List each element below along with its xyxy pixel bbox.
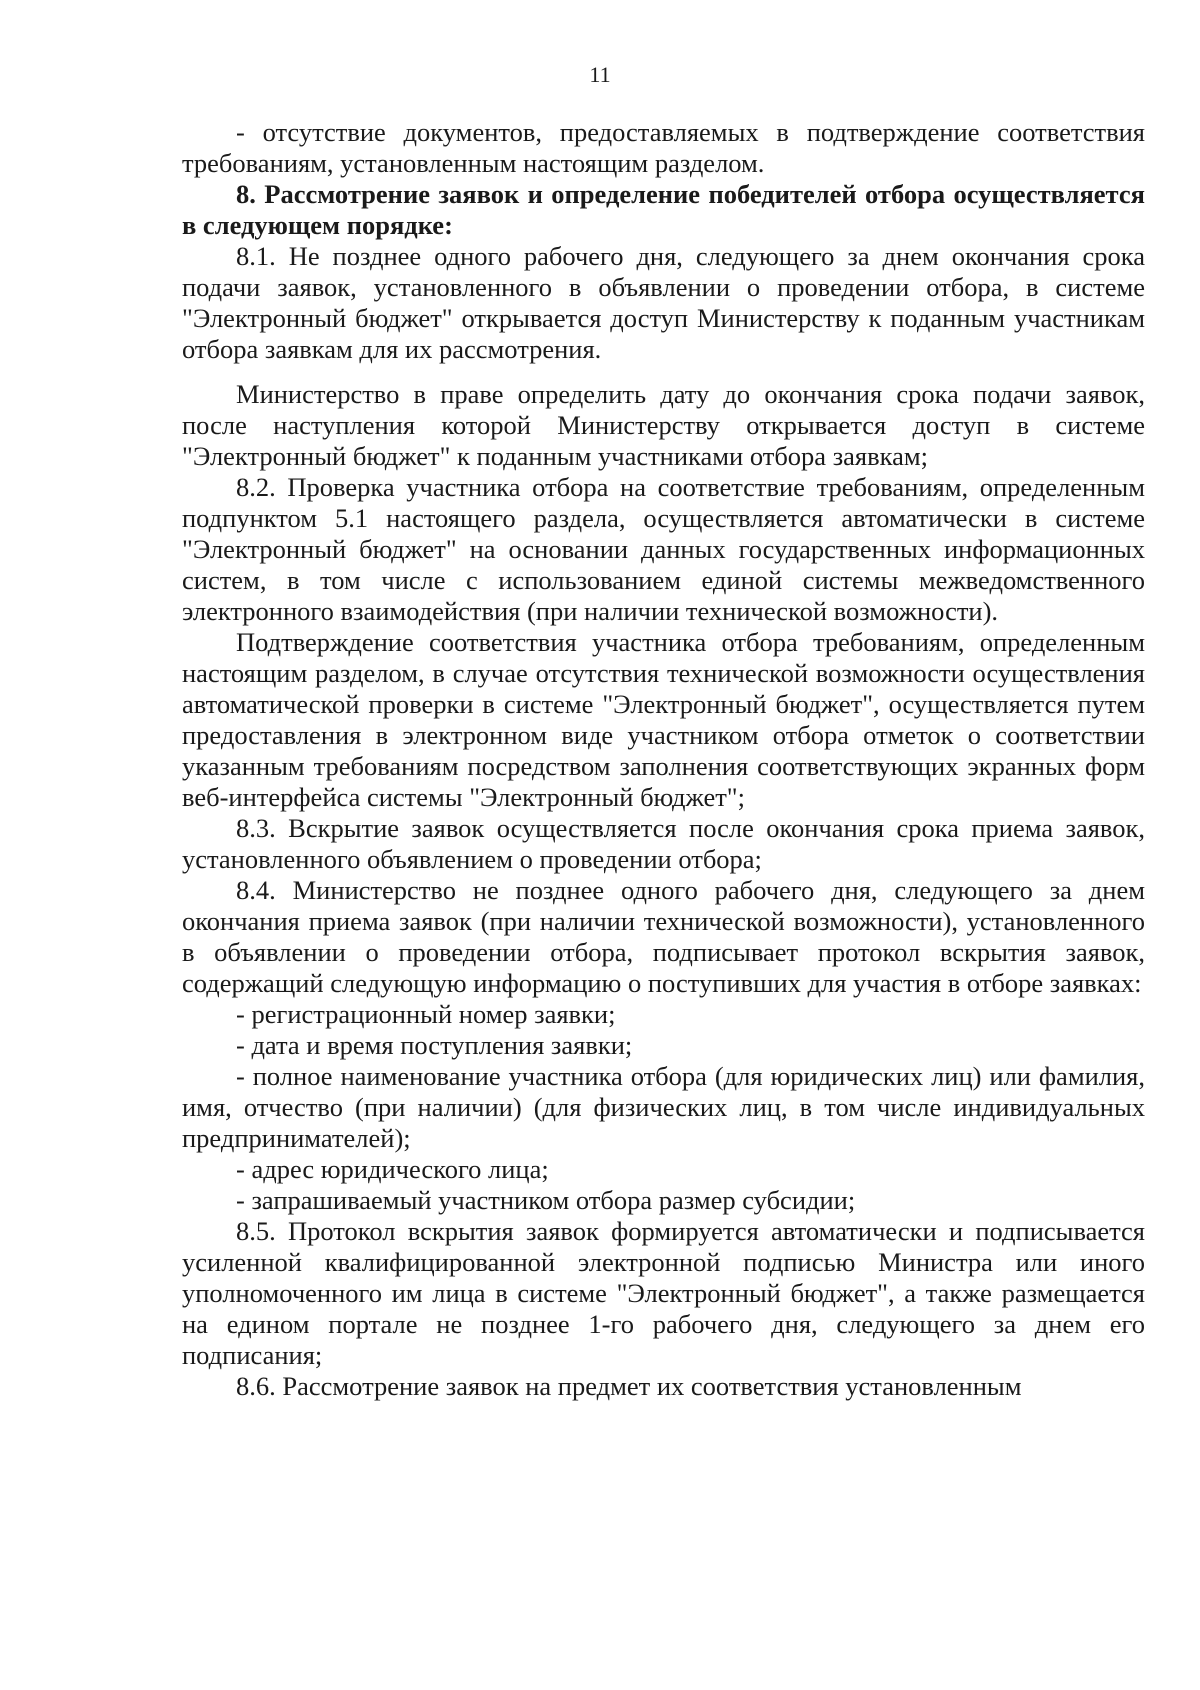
paragraph-confirmation: Подтверждение соответствия участника отбора требованиям, определенным настоящим разделом, в случае отсутствия технической возможности осуществления автоматической проверки в системе "Электронный бюджет", осуществляется путем предоставления в электронном виде участником отбора отметок о соответствии указанным требованиям посредством заполнения соответствующих экранных форм веб-интерфейса системы "Электронный бюджет"; (182, 627, 1145, 812)
document-body (182, 117, 1145, 1402)
list-item-date-time: - дата и время поступления заявки; (236, 1030, 633, 1060)
section-heading-8: 8. Рассмотрение заявок и определение победителей отбора осуществляется в следующем порядке: (182, 179, 1145, 240)
paragraph-8-3: 8.3. Вскрытие заявок осуществляется после окончания срока приема заявок, установленного объявлением о проведении отбора; (182, 813, 1145, 874)
list-item-legal-address: - адрес юридического лица; (236, 1154, 549, 1184)
paragraph-8-2: 8.2. Проверка участника отбора на соответствие требованиям, определенным подпунктом 5.1 настоящего раздела, осуществляется автоматически в системе "Электронный бюджет" на основании данных государственных информационных систем, в том числе с использованием единой системы межведомственного электронного взаимодействия (при наличии технической возможности). (182, 472, 1145, 626)
paragraph-8-4: 8.4. Министерство не позднее одного рабочего дня, следующего за днем окончания приема заявок (при наличии технической возможности), установленного в объявлении о проведении отбора, подписывает протокол вскрытия заявок, содержащий следующую информацию о поступивших для участия в отборе заявках: (182, 875, 1145, 998)
paragraph-ministry-right: Министерство в праве определить дату до окончания срока подачи заявок, после наступления которой Министерству открывается доступ в системе "Электронный бюджет" к поданным участниками отбора заявкам; (182, 379, 1145, 471)
list-item-registration-number: - регистрационный номер заявки; (236, 999, 616, 1029)
page-number: 11 (589, 62, 611, 87)
paragraph-8-6: 8.6. Рассмотрение заявок на предмет их соответствия установленным (236, 1371, 1022, 1401)
list-item-subsidy-amount: - запрашиваемый участником отбора размер субсидии; (236, 1185, 856, 1215)
paragraph-missing-documents: - отсутствие документов, предоставляемых в подтверждение соответствия требованиям, установленным настоящим разделом. (182, 117, 1145, 178)
paragraph-8-1: 8.1. Не позднее одного рабочего дня, следующего за днем окончания срока подачи заявок, установленного в объявлении о проведении отбора, в системе "Электронный бюджет" открывается доступ Министерству к поданным участникам отбора заявкам для их рассмотрения. (182, 241, 1145, 364)
list-item-participant-name: - полное наименование участника отбора (для юридических лиц) или фамилия, имя, отчество (при наличии) (для физических лиц, в том числе индивидуальных предпринимателей); (182, 1061, 1145, 1153)
paragraph-8-5: 8.5. Протокол вскрытия заявок формируется автоматически и подписывается усиленной квалифицированной электронной подписью Министра или иного уполномоченного им лица в системе "Электронный бюджет", а также размещается на едином портале не позднее 1-го рабочего дня, следующего за днем его подписания; (182, 1216, 1145, 1370)
